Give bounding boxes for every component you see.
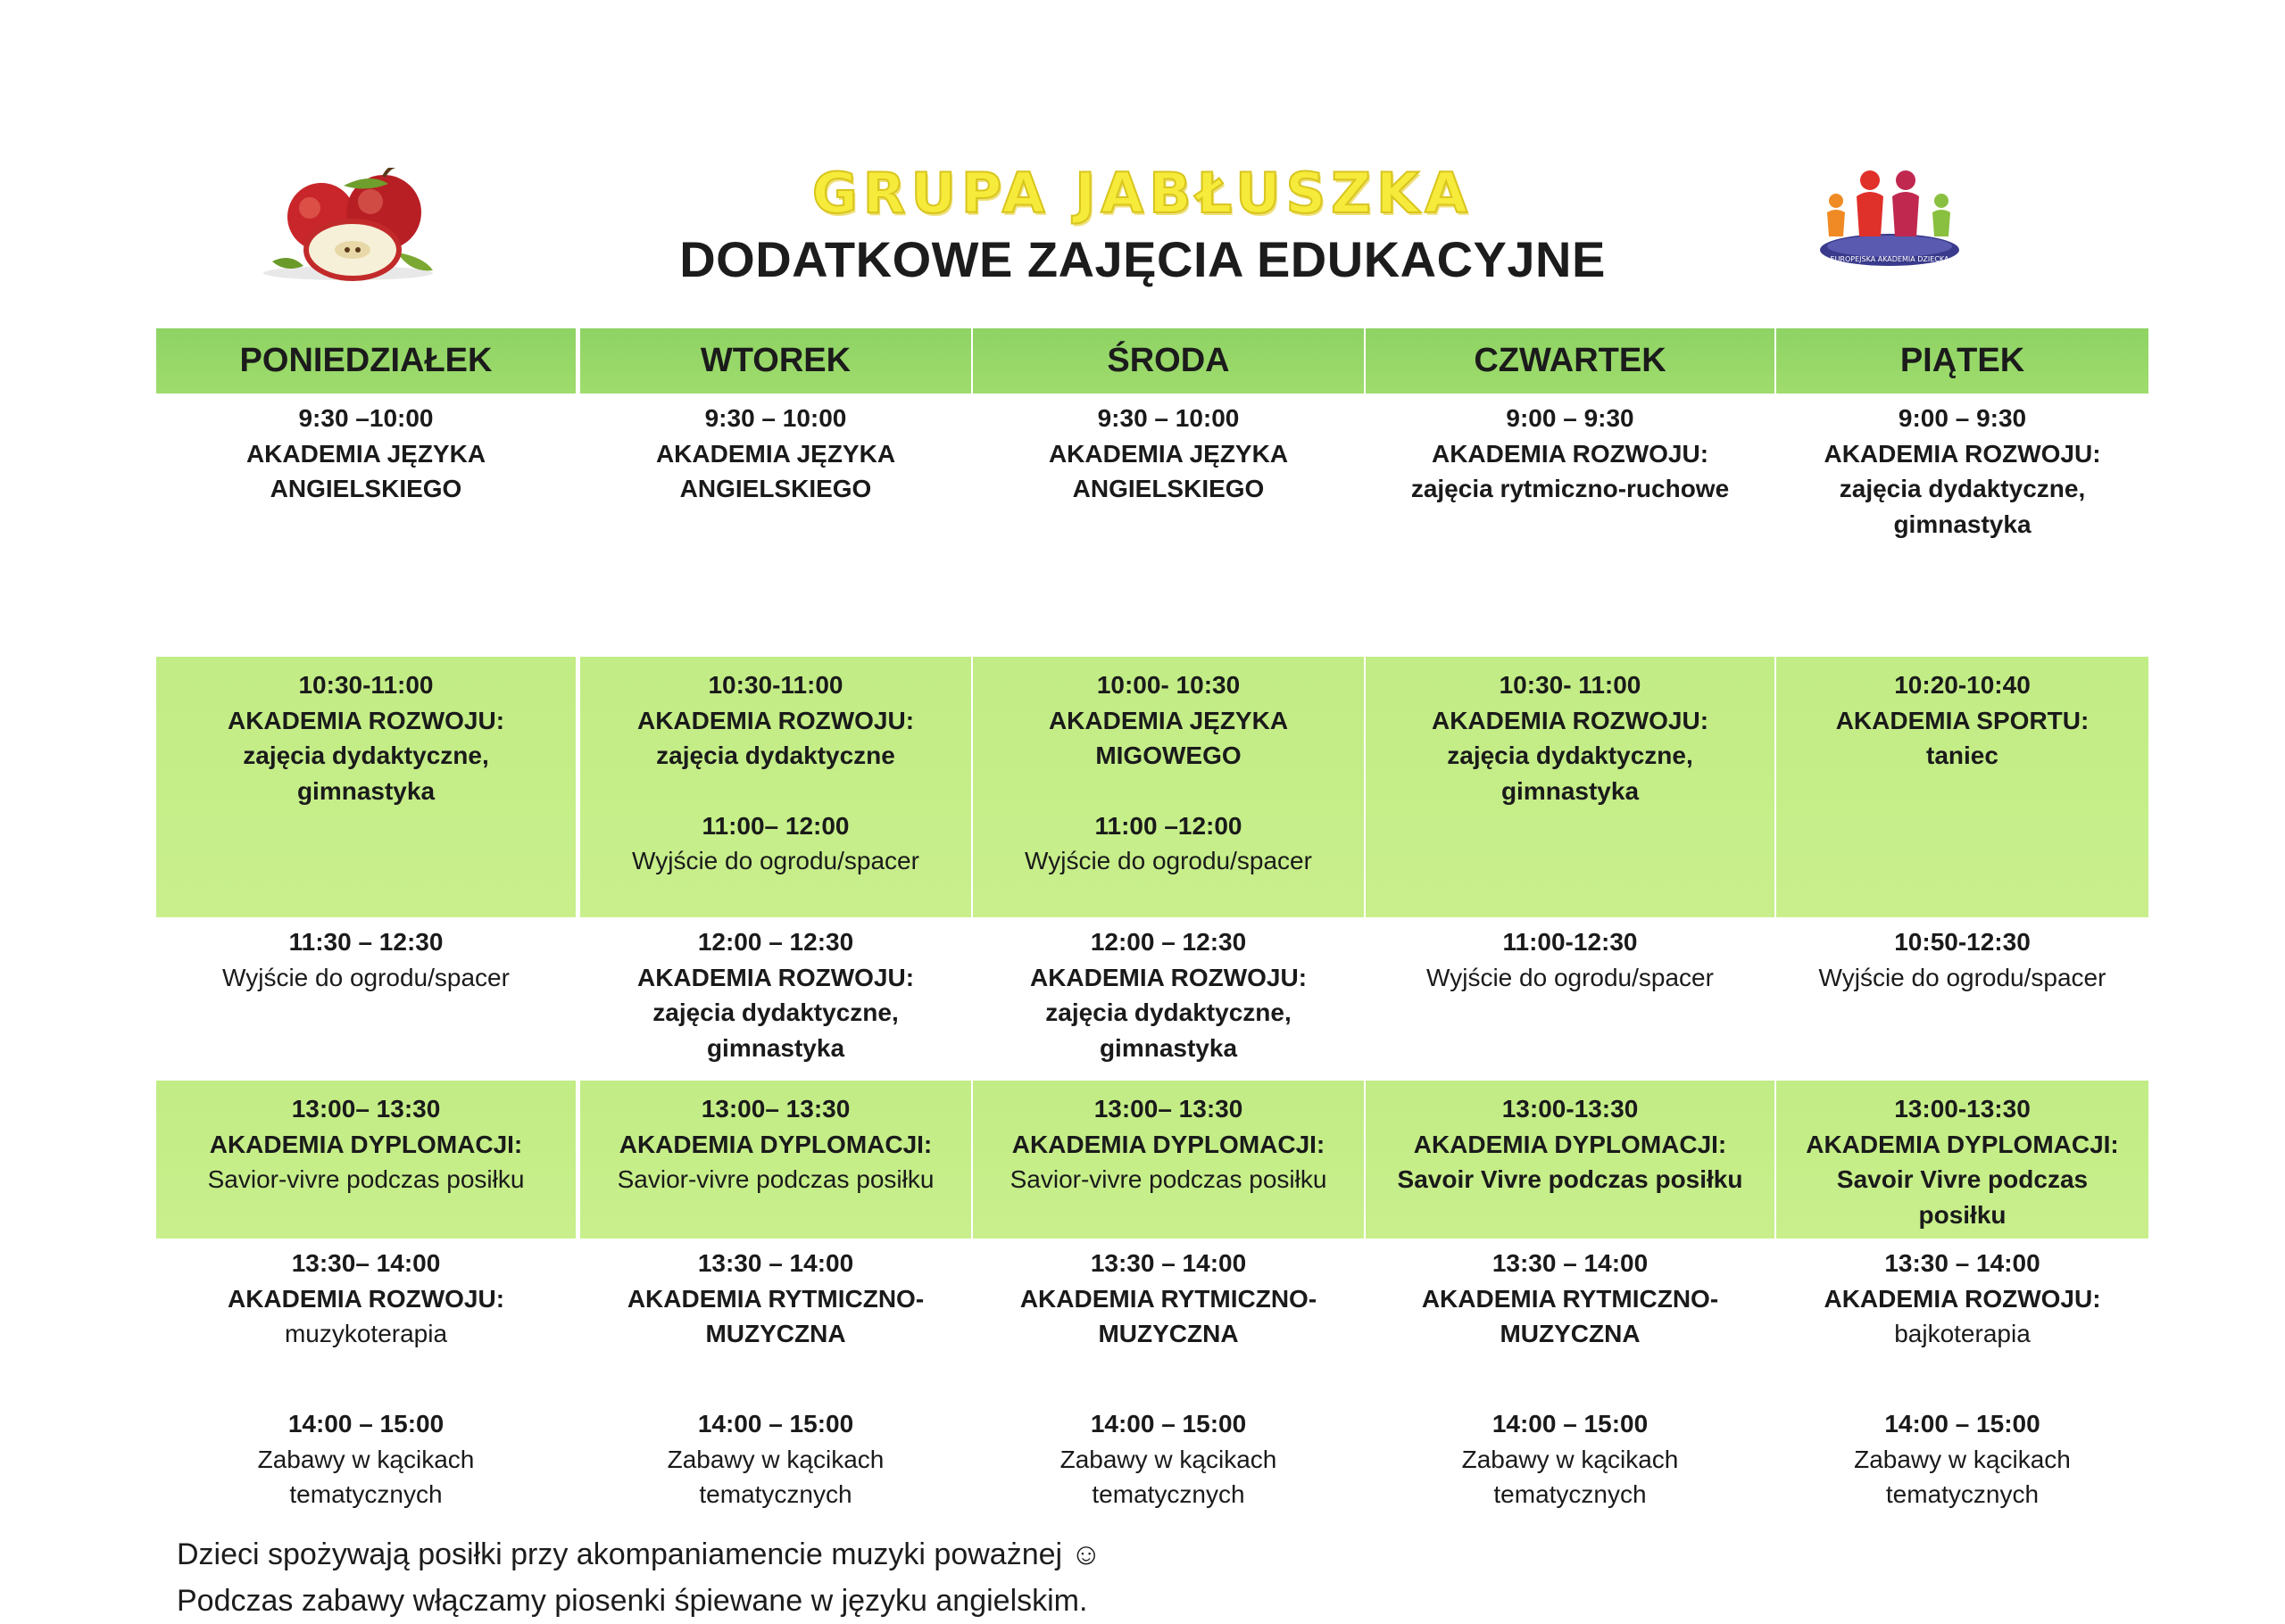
activity-text: gimnastyka (706, 1033, 845, 1062)
activity-text: AKADEMIA JĘZYKA (1048, 439, 1289, 468)
time-slot: 10:20-10:40 (1894, 671, 2031, 699)
schedule-cell (973, 657, 1364, 917)
time-slot: 9:00 – 9:30 (1506, 404, 1634, 432)
activity-text: AKADEMIA JĘZYKA (655, 439, 896, 468)
activity-text: AKADEMIA RYTMICZNO- (1421, 1284, 1719, 1313)
time-slot: 14:00 – 15:00 (287, 1410, 445, 1438)
schedule-cell (973, 394, 1364, 657)
schedule-cell (973, 1399, 1364, 1544)
activity-text: AKADEMIA ROZWOJU: (227, 706, 505, 734)
schedule-cell (156, 1081, 576, 1239)
schedule-cell (580, 917, 971, 1081)
activity-text: tematycznych (1092, 1480, 1245, 1508)
spacer (973, 774, 1364, 808)
time-slot: 10:50-12:30 (1894, 928, 2031, 956)
activity-text: bajkoterapia (1894, 1320, 2031, 1347)
org-logo-text: EUROPEJSKA AKADEMIA DZIECKA (1830, 255, 1949, 263)
time-slot: 13:30 – 14:00 (1491, 1249, 1649, 1277)
time-slot: 12:00 – 12:30 (1090, 928, 1247, 956)
schedule-cell (1366, 657, 1774, 917)
activity-text: tematycznych (289, 1480, 443, 1508)
activity-text: zajęcia dydaktyczne, (1447, 742, 1693, 769)
activity-text: zajęcia dydaktyczne (656, 742, 895, 769)
activity-text: MUZYCZNA (1500, 1320, 1641, 1347)
header-day-tuesday: WTOREK (580, 328, 971, 394)
schedule-cell (156, 394, 576, 657)
activity-text: gimnastyka (1099, 1033, 1238, 1062)
schedule-table (156, 328, 2148, 1544)
schedule-cell (973, 1081, 1364, 1239)
activity-text: AKADEMIA ROZWOJU: (1431, 439, 1709, 468)
activity-text: AKADEMIA DYPLOMACJI: (1413, 1130, 1727, 1158)
activity-text: tematycznych (1885, 1480, 2040, 1508)
activity-text: MUZYCZNA (705, 1320, 846, 1347)
activity-text: zajęcia dydaktyczne, (243, 742, 489, 769)
time-slot: 11:00 –12:00 (1094, 811, 1242, 840)
activity-text: muzykoterapia (284, 1320, 448, 1347)
activity-text: Wyjście do ogrodu/spacer (222, 963, 510, 991)
activity-text: AKADEMIA ROZWOJU: (636, 706, 915, 734)
footer-line-1: Dzieci spożywają posiłki przy akompaniamencie muzyki poważnej ☺ (177, 1537, 1102, 1571)
time-slot: 13:30 – 14:00 (1884, 1249, 2040, 1277)
activity-text: Zabawy w kącikach (1461, 1445, 1679, 1473)
activity-text: gimnastyka (1500, 776, 1640, 805)
schedule-cell (1366, 1239, 1774, 1399)
schedule-cell (580, 1239, 971, 1399)
time-slot: 13:30 – 14:00 (697, 1249, 854, 1277)
activity-text: AKADEMIA RYTMICZNO- (1019, 1284, 1317, 1313)
schedule-cell (156, 1239, 576, 1399)
time-slot: 14:00 – 15:00 (697, 1410, 854, 1438)
time-slot: 13:30– 14:00 (291, 1249, 441, 1277)
activity-text: Savior-vivre podczas posiłku (1010, 1165, 1327, 1193)
activity-text: AKADEMIA ROZWOJU: (636, 963, 915, 991)
schedule-cell (1366, 1399, 1774, 1544)
schedule-cell (1776, 1239, 2148, 1399)
schedule-cell (580, 394, 971, 657)
activity-text: Wyjście do ogrodu/spacer (1025, 847, 1312, 874)
time-slot: 10:30-11:00 (708, 671, 843, 699)
schedule-cell (580, 1081, 971, 1239)
footer-notes (177, 1531, 1101, 1624)
activity-text: Savior-vivre podczas posiłku (617, 1165, 935, 1193)
activity-text: AKADEMIA ROZWOJU: (1824, 439, 2101, 468)
time-slot: 11:00-12:30 (1502, 928, 1638, 956)
time-slot: 14:00 – 15:00 (1090, 1410, 1247, 1438)
activity-text: Savoir Vivre podczas (1836, 1165, 2089, 1193)
time-slot: 13:00-13:30 (1501, 1095, 1639, 1123)
activity-text: AKADEMIA JĘZYKA (1048, 706, 1289, 734)
activity-text: Zabawy w kącikach (257, 1445, 475, 1473)
activity-text: tematycznych (699, 1480, 852, 1508)
activity-text: Zabawy w kącikach (1059, 1445, 1277, 1473)
time-slot: 14:00 – 15:00 (1491, 1410, 1649, 1438)
activity-text: AKADEMIA DYPLOMACJI: (619, 1130, 933, 1158)
header-day-wednesday: ŚRODA (973, 328, 1364, 394)
activity-text: Zabawy w kącikach (1854, 1445, 2071, 1473)
schedule-cell (973, 917, 1364, 1081)
activity-text: AKADEMIA DYPLOMACJI: (209, 1130, 523, 1158)
activity-text: Savior-vivre podczas posiłku (207, 1165, 525, 1193)
time-slot: 9:30 – 10:00 (1097, 404, 1240, 432)
activity-text: AKADEMIA DYPLOMACJI: (1011, 1130, 1325, 1158)
time-slot: 10:00- 10:30 (1096, 671, 1241, 699)
schedule-cell (580, 657, 971, 917)
activity-text: taniec (1926, 742, 1998, 769)
activity-text: AKADEMIA JĘZYKA (245, 439, 486, 468)
schedule-cell (156, 657, 576, 917)
schedule-cell (1776, 657, 2148, 917)
schedule-cell (1366, 917, 1774, 1081)
time-slot: 13:00– 13:30 (1093, 1095, 1243, 1123)
header-day-friday: PIĄTEK (1776, 328, 2148, 394)
footer-line-2: Podczas zabawy włączamy piosenki śpiewane w języku angielskim. (177, 1584, 1088, 1618)
activity-text: Wyjście do ogrodu/spacer (1426, 963, 1714, 991)
schedule-cell (156, 917, 576, 1081)
page-title: DODATKOWE ZAJĘCIA EDUKACYJNE (679, 231, 1606, 287)
activity-text: AKADEMIA ROZWOJU: (1431, 706, 1709, 734)
activity-text: ANGIELSKIEGO (270, 475, 462, 502)
activity-text: zajęcia dydaktyczne, (1839, 475, 2086, 502)
activity-text: gimnastyka (1893, 510, 2032, 538)
activity-text: gimnastyka (296, 776, 436, 805)
schedule-cell (973, 1239, 1364, 1399)
activity-text: posiłku (1918, 1200, 2007, 1229)
schedule-cell (1776, 1081, 2148, 1239)
activity-text: ANGIELSKIEGO (679, 475, 872, 502)
schedule-cell (156, 1399, 576, 1544)
time-slot: 9:30 – 10:00 (704, 404, 847, 432)
activity-text: Savoir Vivre podczas posiłku (1397, 1165, 1743, 1193)
header-day-thursday: CZWARTEK (1366, 328, 1774, 394)
activity-text: zajęcia rytmiczno-ruchowe (1410, 475, 1730, 502)
time-slot: 14:00 – 15:00 (1884, 1410, 2040, 1438)
activity-text: AKADEMIA DYPLOMACJI: (1806, 1130, 2119, 1158)
schedule-cell (1776, 394, 2148, 657)
activity-text: MUZYCZNA (1098, 1320, 1239, 1347)
group-title: GRUPA JABŁUSZKA (811, 161, 1474, 226)
time-slot: 9:30 –10:00 (298, 404, 434, 432)
time-slot: 9:00 – 9:30 (1898, 404, 2027, 432)
activity-text: AKADEMIA ROZWOJU: (1029, 963, 1308, 991)
activity-text: Wyjście do ogrodu/spacer (632, 847, 919, 874)
time-slot: 12:00 – 12:30 (697, 928, 854, 956)
activity-text: ANGIELSKIEGO (1072, 475, 1265, 502)
time-slot: 13:30 – 14:00 (1090, 1249, 1247, 1277)
time-slot: 11:00– 12:00 (702, 811, 850, 840)
activity-text: zajęcia dydaktyczne, (1045, 998, 1292, 1026)
activity-text: AKADEMIA RYTMICZNO- (627, 1284, 925, 1313)
schedule-cell (1366, 1081, 1774, 1239)
time-slot: 13:00– 13:30 (291, 1095, 441, 1123)
activity-text: tematycznych (1493, 1480, 1647, 1508)
schedule-cell (580, 1399, 971, 1544)
time-slot: 13:00-13:30 (1894, 1095, 2031, 1123)
header-day-monday: PONIEDZIAŁEK (156, 328, 576, 394)
schedule-cell (1776, 1399, 2148, 1544)
spacer (580, 774, 971, 808)
activity-text: AKADEMIA ROZWOJU: (1824, 1284, 2101, 1313)
time-slot: 13:00– 13:30 (701, 1095, 851, 1123)
schedule-cell (1366, 394, 1774, 657)
time-slot: 11:30 – 12:30 (288, 928, 444, 956)
time-slot: 10:30-11:00 (298, 671, 434, 699)
activity-text: AKADEMIA SPORTU: (1835, 706, 2090, 734)
activity-text: AKADEMIA ROZWOJU: (227, 1284, 505, 1313)
time-slot: 10:30- 11:00 (1499, 671, 1641, 699)
activity-text: Zabawy w kącikach (667, 1445, 885, 1473)
schedule-cell (1776, 917, 2148, 1081)
activity-text: zajęcia dydaktyczne, (652, 998, 899, 1026)
activity-text: MIGOWEGO (1095, 742, 1242, 769)
activity-text: Wyjście do ogrodu/spacer (1818, 963, 2106, 991)
